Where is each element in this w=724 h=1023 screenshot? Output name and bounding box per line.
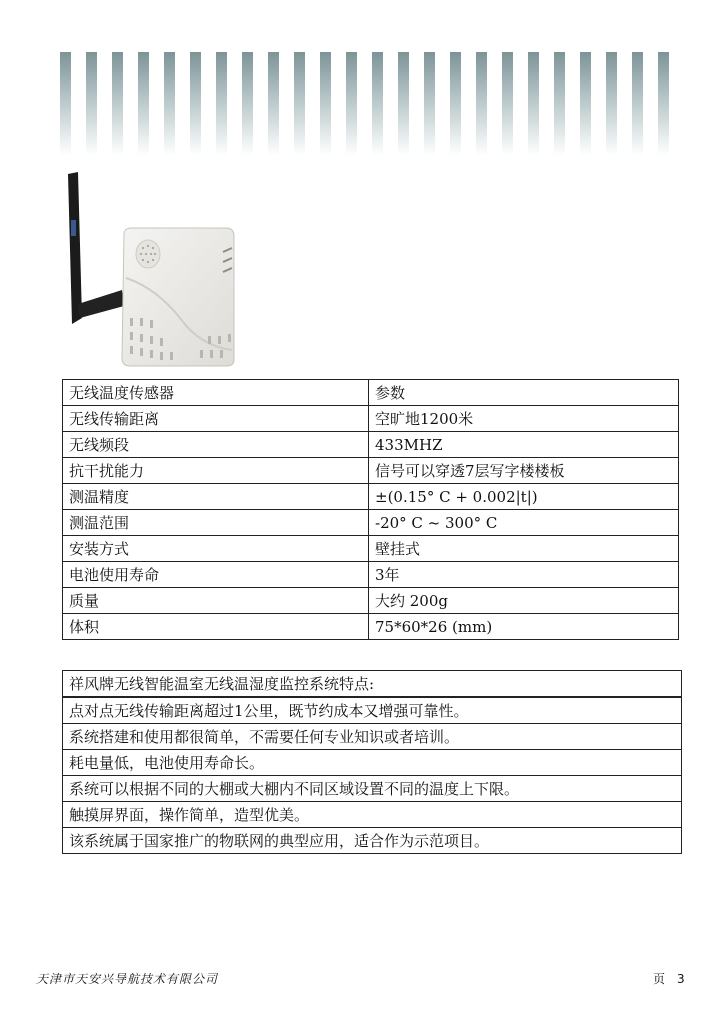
header-stripe bbox=[138, 52, 149, 156]
header-stripe bbox=[216, 52, 227, 156]
table-row bbox=[63, 671, 682, 698]
header-stripe-band bbox=[57, 52, 679, 156]
table-row bbox=[63, 588, 679, 614]
spec-label: 无线传输距离 bbox=[63, 406, 369, 432]
spec-value: 空旷地1200米 bbox=[369, 406, 679, 432]
antenna bbox=[68, 172, 82, 324]
table-row bbox=[63, 697, 682, 724]
header-stripe bbox=[112, 52, 123, 156]
spec-label: 测温范围 bbox=[63, 510, 369, 536]
page-number: 3 bbox=[677, 972, 685, 986]
spec-label: 测温精度 bbox=[63, 484, 369, 510]
antenna-base bbox=[78, 290, 124, 318]
spec-label: 无线温度传感器 bbox=[63, 380, 369, 406]
header-stripe bbox=[476, 52, 487, 156]
spec-label: 电池使用寿命 bbox=[63, 562, 369, 588]
antenna-label bbox=[71, 220, 76, 236]
table-row bbox=[63, 614, 679, 640]
spec-value: ±(0.15° C + 0.002|t|) bbox=[369, 484, 679, 510]
table-row bbox=[63, 562, 679, 588]
feature-item: 点对点无线传输距离超过1公里，既节约成本又增强可靠性。 bbox=[63, 697, 682, 724]
table-row bbox=[63, 724, 682, 750]
header-stripe bbox=[554, 52, 565, 156]
header-stripe bbox=[606, 52, 617, 156]
header-stripe bbox=[346, 52, 357, 156]
header-stripe bbox=[164, 52, 175, 156]
header-stripe bbox=[658, 52, 669, 156]
spec-value: 信号可以穿透7层写字楼楼板 bbox=[369, 458, 679, 484]
header-stripe bbox=[424, 52, 435, 156]
header-stripe bbox=[86, 52, 97, 156]
header-stripe bbox=[190, 52, 201, 156]
spec-label: 抗干扰能力 bbox=[63, 458, 369, 484]
spec-value: 壁挂式 bbox=[369, 536, 679, 562]
footer-company: 天津市天安兴导航技术有限公司 bbox=[36, 972, 219, 986]
table-row bbox=[63, 776, 682, 802]
table-row bbox=[63, 380, 679, 406]
header-stripe bbox=[294, 52, 305, 156]
feature-item: 系统可以根据不同的大棚或大棚内不同区域设置不同的温度上下限。 bbox=[63, 776, 682, 802]
header-stripe bbox=[268, 52, 279, 156]
features-title: 祥风牌无线智能温室无线温湿度监控系统特点: bbox=[63, 671, 682, 698]
header-stripe bbox=[242, 52, 253, 156]
table-row bbox=[63, 406, 679, 432]
header-stripe bbox=[320, 52, 331, 156]
spec-value: 参数 bbox=[369, 380, 679, 406]
table-row bbox=[63, 510, 679, 536]
table-row bbox=[63, 750, 682, 776]
spec-label: 体积 bbox=[63, 614, 369, 640]
header-stripe bbox=[632, 52, 643, 156]
spec-label: 无线频段 bbox=[63, 432, 369, 458]
footer-page-number bbox=[653, 970, 685, 987]
feature-item: 耗电量低，电池使用寿命长。 bbox=[63, 750, 682, 776]
header-stripe bbox=[398, 52, 409, 156]
spec-value: 3年 bbox=[369, 562, 679, 588]
sensor-product-image bbox=[60, 168, 240, 368]
table-row bbox=[63, 536, 679, 562]
spec-value: 大约 200g bbox=[369, 588, 679, 614]
table-row bbox=[63, 828, 682, 854]
header-stripe bbox=[60, 52, 71, 156]
spec-label: 安装方式 bbox=[63, 536, 369, 562]
table-row bbox=[63, 432, 679, 458]
spec-value: 433MHZ bbox=[369, 432, 679, 458]
header-stripe bbox=[580, 52, 591, 156]
feature-item: 触摸屏界面，操作简单，造型优美。 bbox=[63, 802, 682, 828]
features-table bbox=[62, 670, 682, 854]
feature-item: 系统搭建和使用都很简单，不需要任何专业知识或者培训。 bbox=[63, 724, 682, 750]
spec-label: 质量 bbox=[63, 588, 369, 614]
feature-item: 该系统属于国家推广的物联网的典型应用，适合作为示范项目。 bbox=[63, 828, 682, 854]
table-row bbox=[63, 802, 682, 828]
table-row bbox=[63, 458, 679, 484]
header-stripe bbox=[502, 52, 513, 156]
table-row bbox=[63, 484, 679, 510]
header-stripe bbox=[450, 52, 461, 156]
speaker-grille bbox=[136, 240, 160, 268]
spec-value: -20° C ~ 300° C bbox=[369, 510, 679, 536]
header-stripe bbox=[528, 52, 539, 156]
page-label: 页 bbox=[653, 972, 666, 986]
spec-table bbox=[62, 379, 679, 640]
spec-value: 75*60*26 (mm) bbox=[369, 614, 679, 640]
header-stripe bbox=[372, 52, 383, 156]
